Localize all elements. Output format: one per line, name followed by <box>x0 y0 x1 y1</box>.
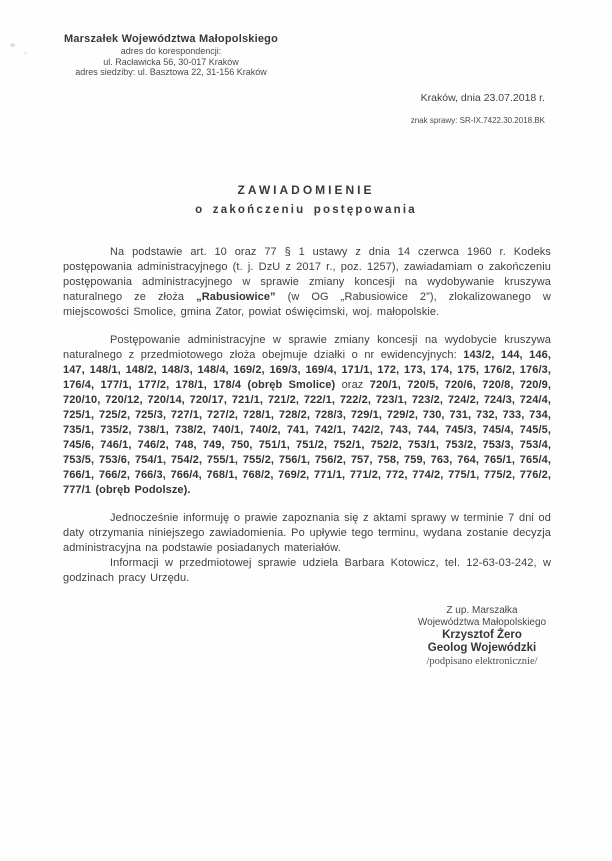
signature-authority-line-2: Województwa Małopolskiego <box>417 616 547 628</box>
paragraph-contact <box>63 556 551 586</box>
paragraph-plot-numbers <box>63 333 551 498</box>
electronic-signature-note: /podpisano elektronicznie/ <box>426 656 538 667</box>
sender-seat-address: adres siedziby: ul. Basztowa 22, 31-156 Kraków <box>75 67 267 77</box>
text-segment: 143/2, 144, 146, 147, 148/1, 148/2, 148/3, 148/4, 169/2, 169/3, 169/4, 171/1, 172, 173, 174, 175, 176/2, 176/3, 176/4, 177/1, 177/2, 178/1, 178/4 (obręb Smolice) <box>63 349 551 391</box>
title-line-1: ZAWIADOMIENIE <box>237 183 375 197</box>
signature-authority-line-1: Z up. Marszałka <box>446 605 518 616</box>
text-segment: Jednocześnie informuję o prawie zapoznania się z aktami sprawy w terminie 7 dni od daty otrzymania niniejszego zawiadomienia. Po upływie tego terminu, wydana zostanie decyzja administracyjna na podstawie posiadanych materiałów. <box>63 512 551 554</box>
paragraph-legal-basis <box>63 245 551 320</box>
text-segment: (w OG „Rabusiowice 2”), zlokalizowanego w miejscowości Smolice, gmina Zator, powiat oświęcimski, woj. małopolskie. <box>63 291 551 318</box>
scan-artifact-dot <box>24 52 27 55</box>
sender-correspondence-address: ul. Racławicka 56, 30-017 Kraków <box>103 56 239 67</box>
sender-name: Marszałek Województwa Małopolskiego <box>63 33 278 45</box>
sender-correspondence-label: adres do korespondencji: <box>120 46 222 56</box>
text-segment: Na podstawie art. 10 oraz 77 § 1 ustawy z dnia 14 czerwca 1960 r. Kodeks postępowania administracyjnego (t. j. DzU z 2017 r., poz. 1257), zawiadamiam o zakończeniu postępowania administracyjnego w sprawie zmiany koncesji na wydobywanie kruszywa naturalnego ze złoża <box>63 246 551 303</box>
signatory-title: Geolog Wojewódzki <box>427 642 537 654</box>
document-title <box>0 183 612 217</box>
text-segment: oraz <box>335 379 370 391</box>
sender-block <box>52 33 290 78</box>
place-and-date: Kraków, dnia 23.07.2018 r. <box>420 92 545 104</box>
case-number: znak sprawy: SR-IX.7422.30.2018.BK <box>410 116 545 125</box>
signatory-name: Krzysztof Żero <box>442 629 522 641</box>
paragraph-review-rights <box>63 511 551 556</box>
text-segment: 720/1, 720/5, 720/6, 720/8, 720/9, 720/10, 720/12, 720/14, 720/17, 721/1, 721/2, 722/1, 722/2, 723/1, 723/2, 724/2, 724/3, 724/4, 725/1, 725/2, 725/3, 727/1, 727/2, 728/1, 728/2, 728/3, 729/1, 729/2, 730, 731, 732, 733, 734, 735/1, 735/2, 738/1, 738/2, 740/1, 740/2, 741, 742/1, 742/2, 743, 744, 745/3, 745/4, 745/5, 745/6, 746/1, 746/2, 748, 749, 750, 751/1, 751/2, 752/1, 752/2, 753/1, 753/2, 753/3, 753/4, 753/5, 753/6, 754/1, 754/2, 755/1, 755/2, 756/1, 756/2, 757, 758, 759, 763, 764, 765/1, 765/4, 766/1, 766/2, 766/3, 766/4, 768/1, 768/2, 769/2, 771/1, 771/2, 772, 774/2, 775/1, 775/2, 776/2, 777/1 (obręb Podolsze). <box>63 379 551 496</box>
text-segment: Postępowanie administracyjne w sprawie zmiany koncesji na wydobycie kruszywa naturalnego z przedmiotowego złoża obejmuje działki o nr ewidencyjnych: <box>63 334 551 361</box>
text-segment: Informacji w przedmiotowej sprawie udziela Barbara Kotowicz, tel. 12-63-03-242, w godzinach pracy Urzędu. <box>63 557 551 584</box>
title-line-2: o zakończeniu postępowania <box>195 204 417 216</box>
document-body <box>63 245 551 586</box>
scan-artifact-dot <box>10 43 15 47</box>
signature-block <box>369 605 595 668</box>
text-segment: „Rabusiowice” <box>196 291 276 303</box>
